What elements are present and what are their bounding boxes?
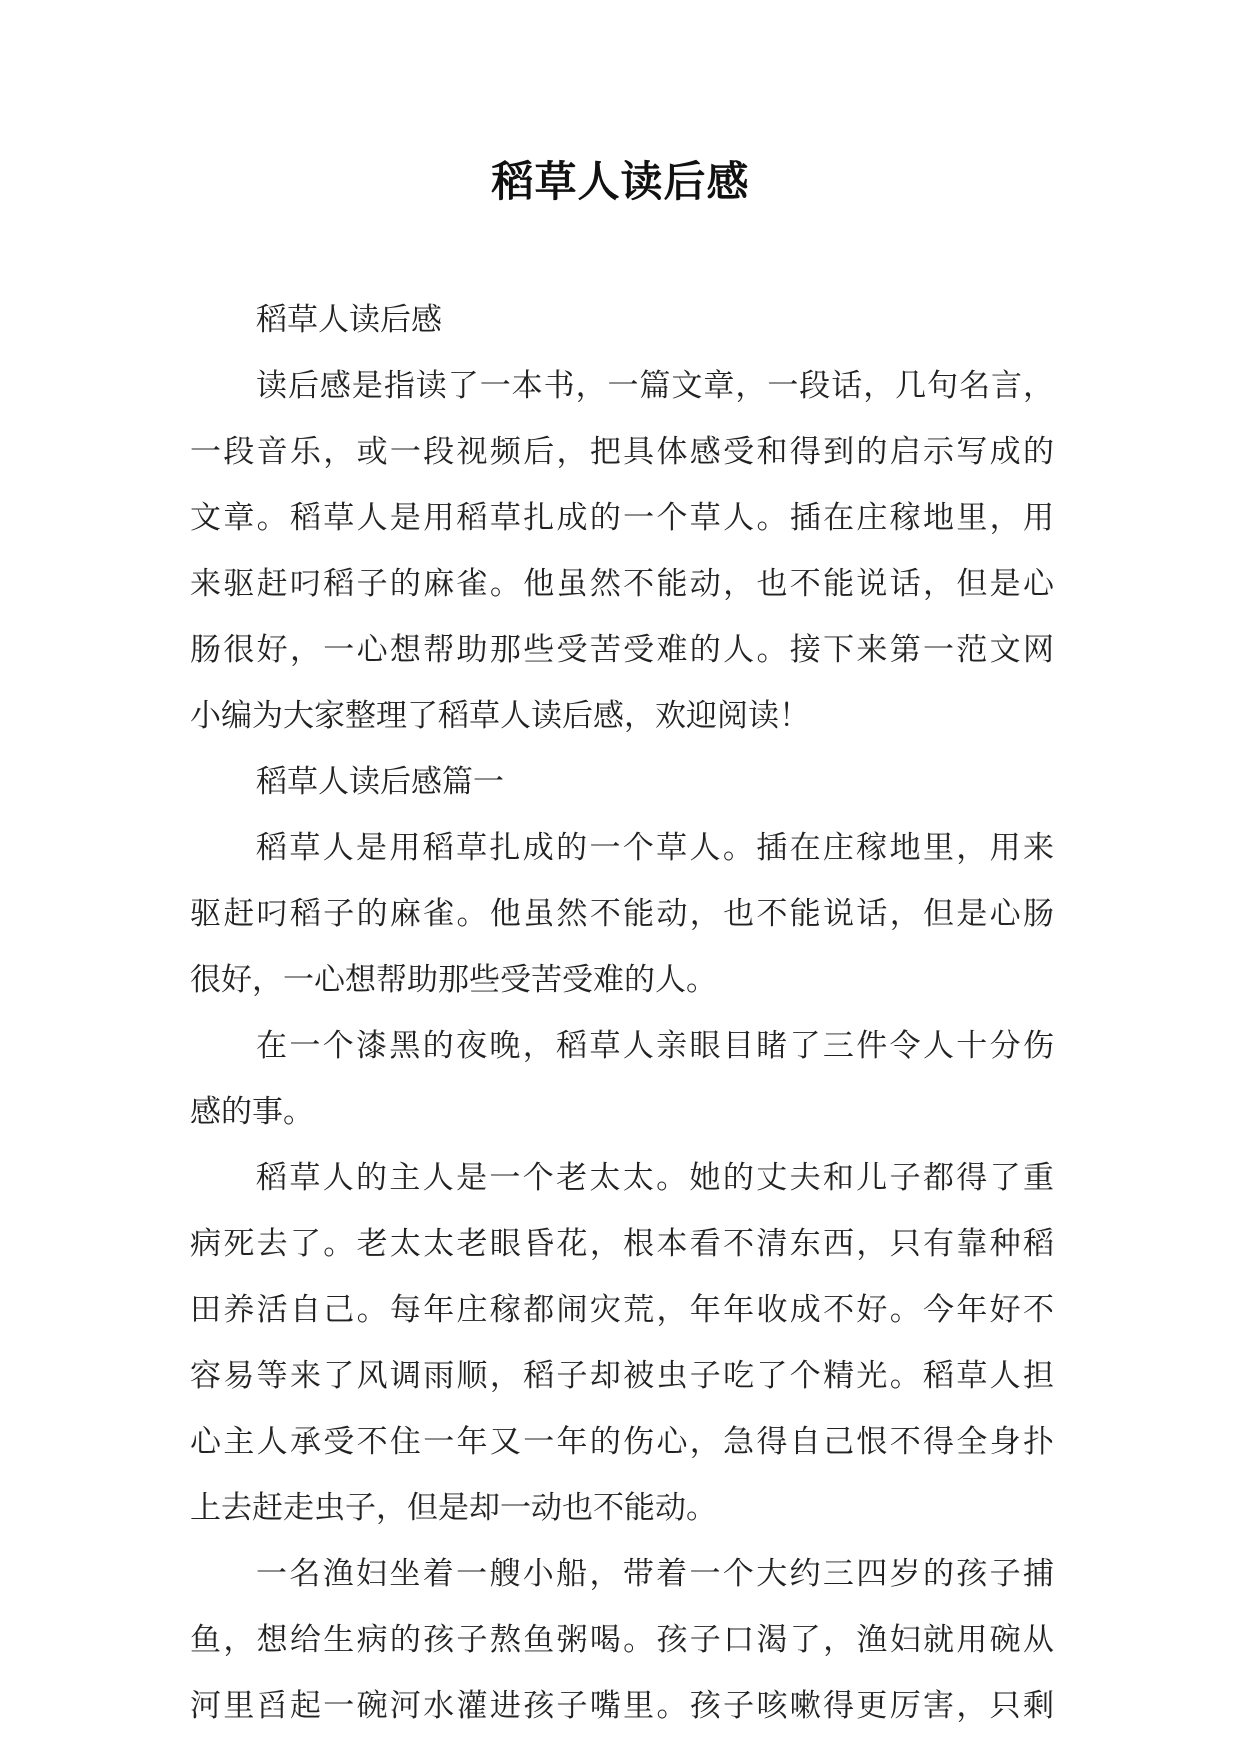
text-line: 来驱赶叼稻子的麻雀。他虽然不能动，也不能说话，但是心	[190, 566, 1054, 602]
text-line: 河里舀起一碗河水灌进孩子嘴里。孩子咳嗽得更厉害，只剩	[190, 1688, 1054, 1724]
text-line: 稻草人读后感	[256, 302, 442, 338]
text-line: 肠很好，一心想帮助那些受苦受难的人。接下来第一范文网	[190, 632, 1054, 668]
text-line: 读后感是指读了一本书，一篇文章，一段话，几句名言，	[256, 368, 1054, 404]
text-line: 稻草人是用稻草扎成的一个草人。插在庄稼地里，用来	[256, 830, 1054, 866]
text-line: 驱赶叼稻子的麻雀。他虽然不能动，也不能说话，但是心肠	[190, 896, 1054, 932]
text-line: 文章。稻草人是用稻草扎成的一个草人。插在庄稼地里，用	[190, 500, 1054, 536]
document-title: 稻草人读后感	[491, 157, 750, 206]
document-body	[190, 287, 1054, 1739]
text-line: 鱼，想给生病的孩子熬鱼粥喝。孩子口渴了，渔妇就用碗从	[190, 1622, 1054, 1658]
text-line: 上去赶走虫子，但是却一动也不能动。	[190, 1490, 717, 1526]
text-line: 一段音乐，或一段视频后，把具体感受和得到的启示写成的	[190, 434, 1054, 470]
text-line: 很好，一心想帮助那些受苦受难的人。	[190, 962, 717, 998]
text-line: 一名渔妇坐着一艘小船，带着一个大约三四岁的孩子捕	[256, 1556, 1054, 1592]
text-line: 小编为大家整理了稻草人读后感，欢迎阅读！	[190, 698, 810, 734]
text-line: 稻草人的主人是一个老太太。她的丈夫和儿子都得了重	[256, 1160, 1054, 1196]
text-line: 心主人承受不住一年又一年的伤心，急得自己恨不得全身扑	[190, 1424, 1054, 1460]
text-line: 田养活自己。每年庄稼都闹灾荒，年年收成不好。今年好不	[190, 1292, 1054, 1328]
text-line: 在一个漆黑的夜晚，稻草人亲眼目睹了三件令人十分伤	[256, 1028, 1054, 1064]
text-line: 稻草人读后感篇一	[256, 764, 504, 800]
text-line: 感的事。	[190, 1094, 314, 1130]
text-line: 病死去了。老太太老眼昏花，根本看不清东西，只有靠种稻	[190, 1226, 1054, 1262]
text-line: 容易等来了风调雨顺，稻子却被虫子吃了个精光。稻草人担	[190, 1358, 1054, 1394]
